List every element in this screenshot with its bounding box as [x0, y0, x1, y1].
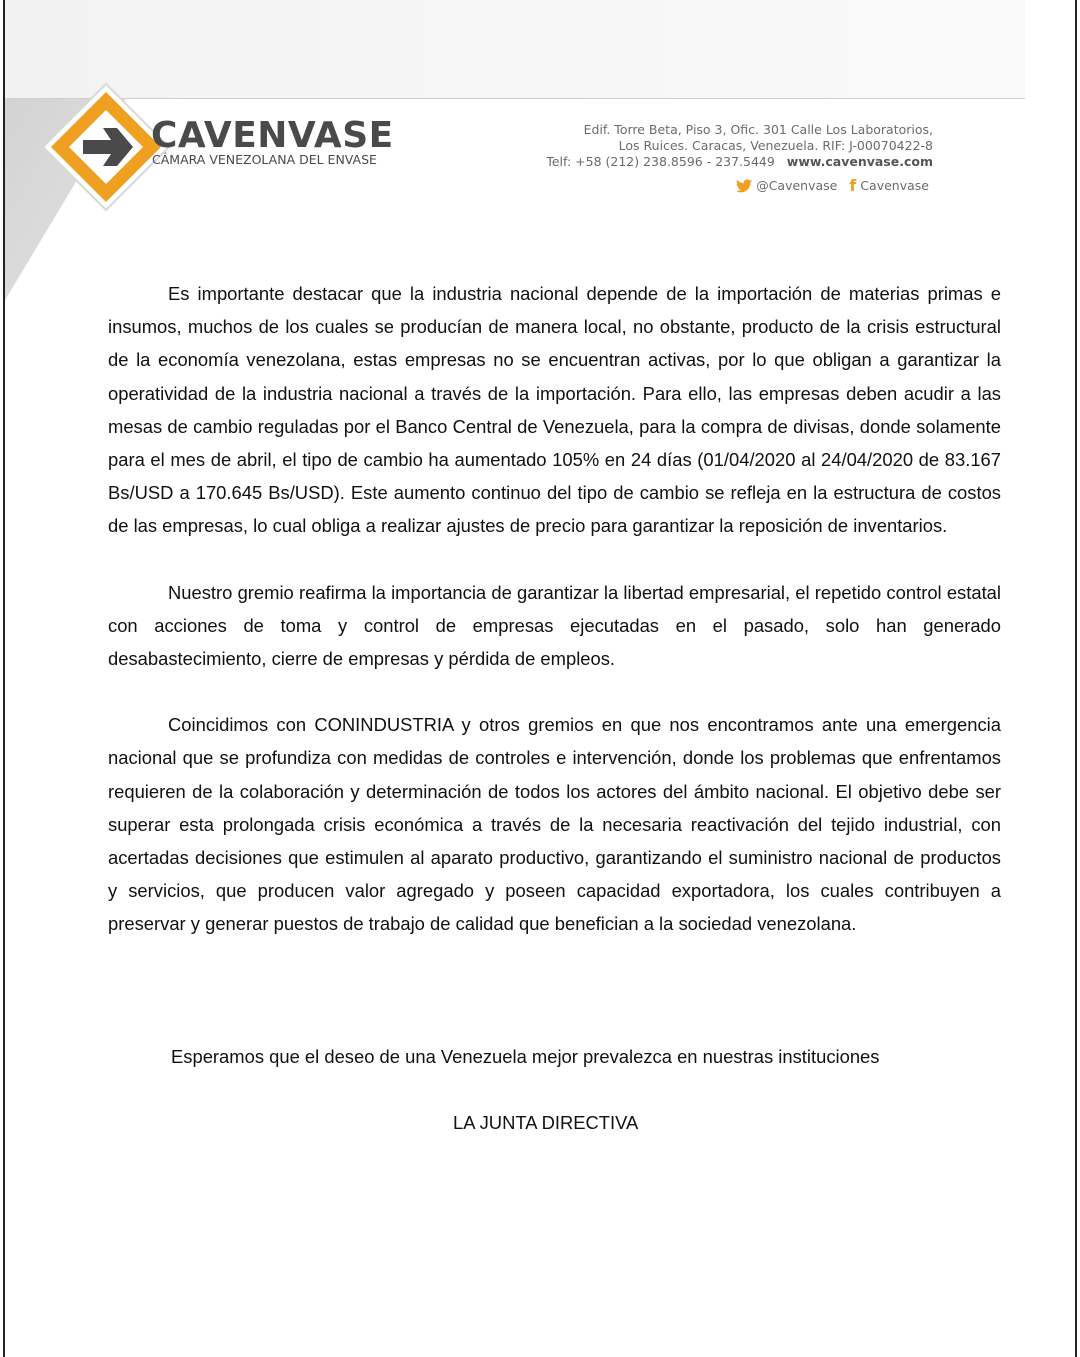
facebook-handle[interactable]: Cavenvase — [860, 178, 929, 193]
paragraph-2: Nuestro gremio reafirma la importancia de garantizar la libertad empresarial, el repetido control estatal con acciones de toma y control de empresas ejecutadas en el pasado, solo han generado desabastecimiento, cierre de empresas y pérdida de empleos. — [108, 581, 1001, 670]
phone-text: Telf: +58 (212) 238.8596 - 237.5449 — [546, 154, 775, 169]
website-link[interactable]: www.cavenvase.com — [786, 154, 933, 169]
social-links — [736, 176, 929, 195]
facebook-icon: f — [849, 176, 857, 195]
letter-body — [108, 277, 1001, 974]
letter-page — [3, 0, 1077, 1357]
address-line-1: Edif. Torre Beta, Piso 3, Ofic. 301 Calle Los Laboratorios, — [583, 122, 933, 137]
brand-subtitle: CÁMARA VENEZOLANA DEL ENVASE — [152, 152, 377, 167]
closing-line: Esperamos que el deseo de una Venezuela mejor prevalezca en nuestras instituciones — [171, 1046, 880, 1067]
contact-block — [546, 122, 933, 170]
twitter-icon — [736, 179, 752, 193]
address-line-2: Los Ruices. Caracas, Venezuela. RIF: J-00070422-8 — [618, 138, 933, 153]
phone-web-line — [546, 154, 933, 170]
signature: LA JUNTA DIRECTIVA — [453, 1112, 639, 1133]
brand-name: CAVENVASE — [151, 115, 394, 156]
paragraph-3: Coincidimos con CONINDUSTRIA y otros gremios en que nos encontramos ante una emergencia nacional que se profundiza con medidas de controles e intervención, donde los problemas que enfrentamos requieren de la colaboración y determinación de todos los actores del ámbito nacional. El objetivo debe ser superar esta prolongada crisis económica a través de la necesaria reactivación del tejido industrial, con acertadas decisiones que estimulen al aparato productivo, garantizando el suministro nacional de productos y servicios, que producen valor agregado y poseen capacidad exportadora, los cuales contribuyen a preservar y generar puestos de trabajo de calidad que benefician a la sociedad venezolana. — [108, 714, 1001, 935]
twitter-handle[interactable]: @Cavenvase — [756, 178, 838, 193]
paragraph-1: Es importante destacar que la industria nacional depende de la importación de materias primas e insumos, muchos de los cuales se producían de manera local, no obstante, producto de la crisis estructural de la economía venezolana, estas empresas no se encuentran activas, por lo que obligan a garantizar la operatividad de la industria nacional a través de la importación. Para ello, las empresas deben acudir a las mesas de cambio reguladas por el Banco Central de Venezuela, para la compra de divisas, donde solamente para el mes de abril, el tipo de cambio ha aumentado 105% en 24 días (01/04/2020 al 24/04/2020 de 83.167 Bs/USD a 170.645 Bs/USD). Este aumento continuo del tipo de cambio se refleja en la estructura de costos de las empresas, lo cual obliga a realizar ajustes de precio para garantizar la reposición de inventarios. — [108, 283, 1001, 537]
